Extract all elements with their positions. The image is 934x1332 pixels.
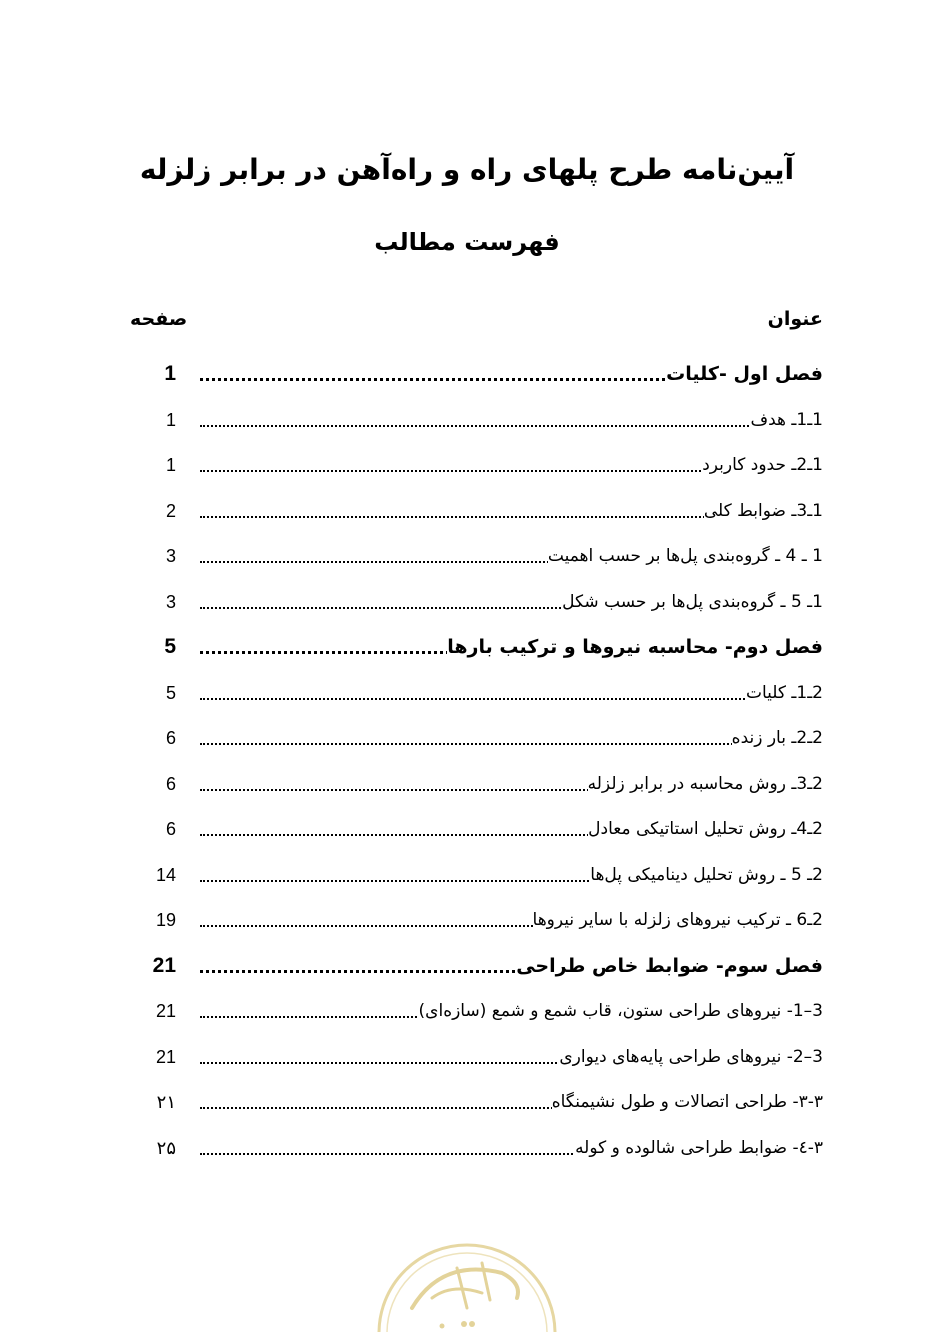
section-title: 1ـ1ـ هدف [750,406,823,434]
toc-section-entry [0,807,934,853]
section-title: 1ـ3ـ ضوابط کلی [704,497,823,525]
column-header-page: صفحه [130,308,188,330]
section-title: 3–1- نیروهای طراحی ستون، قاب شمع و شمع (سازه‌ای) [419,997,823,1025]
toc-section-entry [0,1035,934,1081]
toc-chapter-entry [0,625,934,671]
toc-section-entry [0,762,934,808]
page-number: 1 [165,455,176,475]
toc-section-entry [0,443,934,489]
table-of-contents [0,352,934,1171]
page-number: 21 [155,1046,176,1067]
page-number: 6 [165,819,176,839]
toc-section-entry [0,671,934,717]
section-title: 2ـ1ـ کلیات [746,679,823,707]
page-number: 3 [165,546,176,566]
chapter-title: فصل دوم- محاسبه نیروها و ترکیب بارها [447,633,823,661]
section-title: 1ـ2ـ حدود کاربرد [702,451,823,479]
dot-leader [200,425,821,427]
toc-section-entry [0,398,934,444]
chapter-title: فصل اول -کلیات [666,360,823,388]
document-title: آیین‌نامه طرح پلهای راه و راه‌آهن در برابر زلزله [139,153,795,186]
page-number: ۲۵ [156,1137,176,1158]
page-number: 19 [155,910,176,930]
toc-section-entry [0,1126,934,1172]
toc-chapter-entry [0,352,934,398]
section-title: 2ـ6 ـ ترکیب نیروهای زلزله با سایر نیروها [533,906,823,934]
page-number: 2 [165,500,176,521]
toc-section-entry [0,580,934,626]
section-title: ۳-۳- طراحی اتصالات و طول نشیمنگاه [552,1088,823,1116]
page-number: 21 [152,953,176,977]
chapter-title: فصل سوم- ضوابط خاص طراحی [516,952,823,980]
toc-section-entry [0,853,934,899]
section-title: 1 ـ 4 ـ گروه‌بندی پل‌ها بر حسب اهمیت [548,542,823,570]
page-number: 1 [165,409,176,430]
toc-section-entry [0,489,934,535]
section-title: 2ـ 5 ـ روش تحلیل دینامیکی پل‌ها [590,861,823,889]
page-number: 3 [165,591,176,612]
page-number: ۲۱ [156,1092,176,1112]
section-title: 3–2- نیروهای طراحی پایه‌های دیواری [559,1043,823,1071]
page-number: 5 [165,682,176,703]
page-number: 6 [165,728,176,748]
section-title: 2ـ4ـ روش تحلیل استاتیکی معادل [588,815,823,843]
page-number: 5 [164,635,176,658]
toc-section-entry [0,534,934,580]
toc-section-entry [0,898,934,944]
section-title: ۳-٤- ضوابط طراحی شالوده و کوله [575,1134,823,1162]
publisher-watermark-logo [372,1238,562,1332]
toc-section-entry [0,989,934,1035]
section-title: 2ـ2ـ بار زنده [732,724,823,752]
dot-leader [200,698,821,700]
page-number: 21 [155,1001,176,1021]
column-header-title: عنوان [767,308,823,330]
section-title: 2ـ3ـ روش محاسبه در برابر زلزله [588,770,823,798]
page-number: 6 [165,773,176,794]
table-of-contents-heading: فهرست مطالب [374,228,560,256]
page-number: 14 [155,864,176,885]
section-title: 1ـ 5 ـ گروه‌بندی پل‌ها بر حسب شکل [562,588,823,616]
toc-section-entry [0,716,934,762]
watermark-seal-icon [372,1238,562,1332]
dot-leader [200,743,821,745]
toc-section-entry [0,1080,934,1126]
toc-chapter-entry [0,944,934,990]
page-number: 1 [164,362,176,385]
